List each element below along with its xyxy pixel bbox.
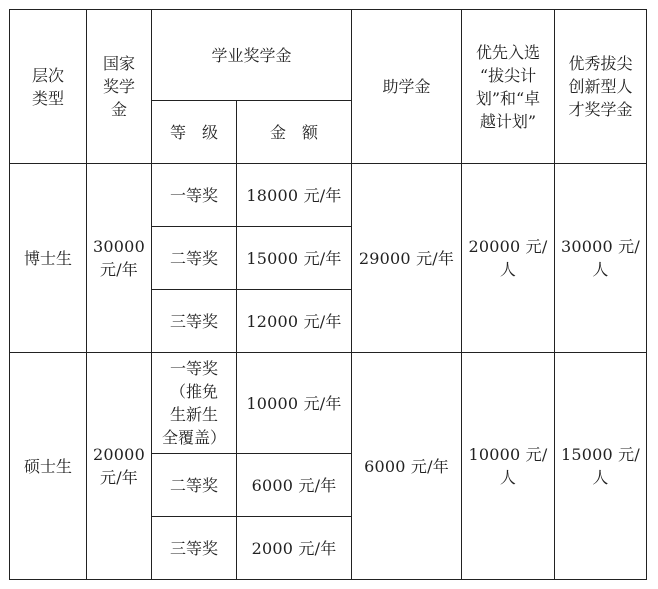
master-grade	[152, 353, 237, 454]
doctoral-priority-line: 人	[499, 260, 517, 279]
header-priority-line: 划”和“卓	[475, 88, 541, 108]
master-talent-line: 人	[592, 468, 609, 487]
doctoral-priority-line: 20000 元/	[468, 237, 548, 256]
header-grant: 助学金	[352, 10, 462, 164]
header-academic: 学业奖学金	[152, 10, 352, 101]
master-grade-line: 全覆盖）	[161, 428, 226, 447]
header-talent-line: 才奖学金	[568, 100, 633, 119]
doctoral-amount: 18000 元/年	[237, 164, 352, 227]
doctoral-talent	[555, 164, 647, 353]
header-talent	[555, 10, 647, 164]
doctoral-amount: 12000 元/年	[237, 290, 352, 353]
doctoral-national-line: 30000	[93, 237, 145, 256]
master-grade-line: 生新生	[169, 405, 218, 424]
header-type-line: 类型	[31, 88, 64, 108]
header-grade: 等 级	[152, 101, 237, 164]
header-priority-line: 优先入选	[475, 42, 540, 62]
master-talent-line: 15000 元/	[561, 445, 640, 464]
master-grant: 6000 元/年	[352, 353, 462, 580]
master-national-line: 元/年	[100, 468, 138, 487]
header-talent-line: 创新型人	[568, 77, 633, 96]
level-doctoral: 博士生	[10, 164, 87, 353]
header-national-line: 奖学	[102, 77, 135, 96]
doctoral-priority	[462, 164, 555, 353]
header-priority-line: 越计划”	[479, 111, 537, 131]
header-national	[87, 10, 152, 164]
master-grade: 二等奖	[152, 454, 237, 517]
doctoral-grant: 29000 元/年	[352, 164, 462, 353]
level-master: 硕士生	[10, 353, 87, 580]
header-priority	[462, 10, 555, 164]
header-amount: 金 额	[237, 101, 352, 164]
master-grade: 三等奖	[152, 517, 237, 580]
header-national-line: 国家	[102, 54, 135, 73]
doctoral-talent-line: 30000 元/	[561, 237, 640, 256]
scholarship-table	[9, 9, 647, 580]
master-amount: 6000 元/年	[237, 454, 352, 517]
master-amount: 10000 元/年	[237, 353, 352, 454]
doctoral-grade: 二等奖	[152, 227, 237, 290]
doctoral-national	[87, 164, 152, 353]
master-national-line: 20000	[93, 445, 145, 464]
doctoral-grade: 三等奖	[152, 290, 237, 353]
master-priority-line: 10000 元/	[468, 445, 548, 464]
header-type-line: 层次	[31, 65, 64, 85]
master-grade-line: （推免	[169, 382, 218, 401]
header-priority-line: “拔尖计	[479, 65, 537, 85]
master-priority-line: 人	[499, 468, 517, 487]
master-grade-line: 一等奖	[169, 359, 218, 378]
header-national-line: 金	[110, 100, 127, 119]
doctoral-talent-line: 人	[592, 260, 609, 279]
header-type	[10, 10, 87, 164]
master-national	[87, 353, 152, 580]
header-talent-line: 优秀拔尖	[568, 54, 633, 73]
doctoral-amount: 15000 元/年	[237, 227, 352, 290]
master-priority	[462, 353, 555, 580]
doctoral-national-line: 元/年	[100, 260, 138, 279]
master-talent	[555, 353, 647, 580]
master-amount: 2000 元/年	[237, 517, 352, 580]
doctoral-grade: 一等奖	[152, 164, 237, 227]
